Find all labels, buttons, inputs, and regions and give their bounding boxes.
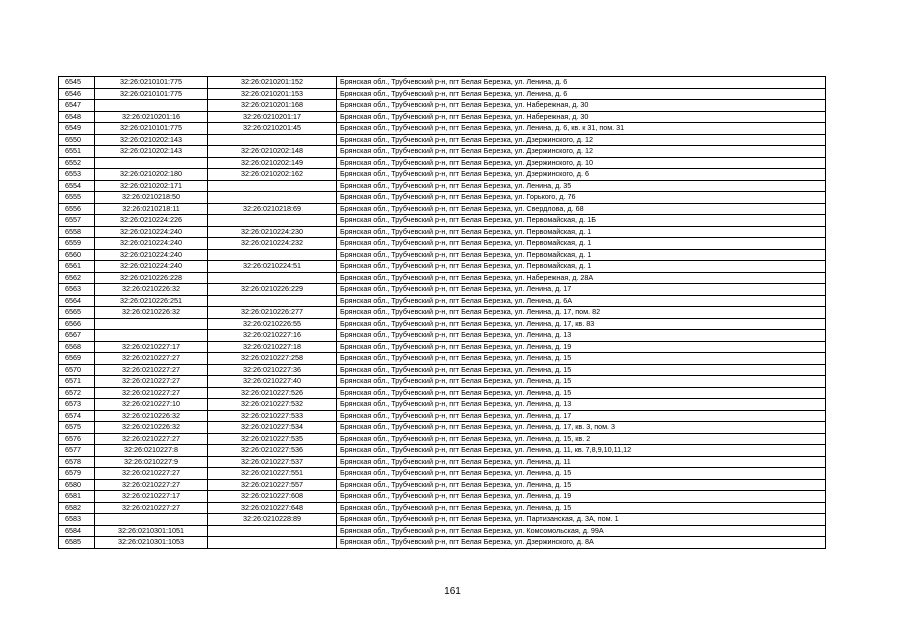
object-number-cell: 32:26:0210227:534: [208, 422, 337, 434]
cadastral-number-cell: 32:26:0210101:775: [95, 123, 208, 135]
address-cell: Брянская обл., Трубчевский р-н, пгт Белая Березка, ул. Ленина, д. 15: [337, 376, 826, 388]
cadastral-number-cell: [95, 100, 208, 112]
object-number-cell: [208, 249, 337, 261]
address-cell: Брянская обл., Трубчевский р-н, пгт Белая Березка, ул. Первомайская, д. 1: [337, 261, 826, 273]
object-number-cell: 32:26:0210227:258: [208, 353, 337, 365]
table-row: [59, 192, 826, 204]
cadastral-number-cell: 32:26:0210227:27: [95, 353, 208, 365]
table-row: [59, 307, 826, 319]
object-number-cell: 32:26:0210228:89: [208, 514, 337, 526]
row-number-cell: 6555: [59, 192, 95, 204]
address-cell: Брянская обл., Трубчевский р-н, пгт Белая Березка, ул. Ленина, д. 15: [337, 353, 826, 365]
row-number-cell: 6585: [59, 537, 95, 549]
address-cell: Брянская обл., Трубчевский р-н, пгт Белая Березка, ул. Ленина, д. 19: [337, 341, 826, 353]
address-cell: Брянская обл., Трубчевский р-н, пгт Белая Березка, ул. Первомайская, д. 1: [337, 238, 826, 250]
object-number-cell: 32:26:0210227:40: [208, 376, 337, 388]
object-number-cell: [208, 192, 337, 204]
table-row: [59, 410, 826, 422]
table-row: [59, 387, 826, 399]
object-number-cell: 32:26:0210202:149: [208, 157, 337, 169]
object-number-cell: 32:26:0210218:69: [208, 203, 337, 215]
object-number-cell: [208, 537, 337, 549]
row-number-cell: 6575: [59, 422, 95, 434]
table-row: [59, 376, 826, 388]
object-number-cell: 32:26:0210227:648: [208, 502, 337, 514]
cadastral-number-cell: 32:26:0210227:27: [95, 364, 208, 376]
address-cell: Брянская обл., Трубчевский р-н, пгт Белая Березка, ул. Дзержинского, д. 8А: [337, 537, 826, 549]
table-row: [59, 537, 826, 549]
address-cell: Брянская обл., Трубчевский р-н, пгт Белая Березка, ул. Ленина, д. 11, кв. 7,8,9,10,11,12: [337, 445, 826, 457]
object-number-cell: 32:26:0210227:533: [208, 410, 337, 422]
row-number-cell: 6558: [59, 226, 95, 238]
address-cell: Брянская обл., Трубчевский р-н, пгт Белая Березка, ул. Ленина, д. 17: [337, 410, 826, 422]
row-number-cell: 6547: [59, 100, 95, 112]
cadastral-number-cell: 32:26:0210224:240: [95, 261, 208, 273]
address-cell: Брянская обл., Трубчевский р-н, пгт Белая Березка, ул. Ленина, д. 13: [337, 330, 826, 342]
address-cell: Брянская обл., Трубчевский р-н, пгт Белая Березка, ул. Ленина, д. 15: [337, 502, 826, 514]
object-number-cell: 32:26:0210227:16: [208, 330, 337, 342]
address-cell: Брянская обл., Трубчевский р-н, пгт Белая Березка, ул. Дзержинского, д. 6: [337, 169, 826, 181]
address-cell: Брянская обл., Трубчевский р-н, пгт Белая Березка, ул. Набережная, д. 28А: [337, 272, 826, 284]
address-cell: Брянская обл., Трубчевский р-н, пгт Белая Березка, ул. Ленина, д. 6: [337, 77, 826, 89]
row-number-cell: 6574: [59, 410, 95, 422]
table-row: [59, 134, 826, 146]
row-number-cell: 6561: [59, 261, 95, 273]
row-number-cell: 6570: [59, 364, 95, 376]
table-row: [59, 422, 826, 434]
object-number-cell: 32:26:0210226:277: [208, 307, 337, 319]
address-cell: Брянская обл., Трубчевский р-н, пгт Белая Березка, ул. Набережная, д. 30: [337, 111, 826, 123]
address-cell: Брянская обл., Трубчевский р-н, пгт Белая Березка, ул. Ленина, д. 6А: [337, 295, 826, 307]
address-cell: Брянская обл., Трубчевский р-н, пгт Белая Березка, ул. Ленина, д. 15: [337, 468, 826, 480]
object-number-cell: 32:26:0210202:162: [208, 169, 337, 181]
object-number-cell: 32:26:0210224:232: [208, 238, 337, 250]
table-row: [59, 318, 826, 330]
cadastral-number-cell: 32:26:0210218:11: [95, 203, 208, 215]
table-row: [59, 295, 826, 307]
address-cell: Брянская обл., Трубчевский р-н, пгт Белая Березка, ул. Ленина, д. 17, пом. 82: [337, 307, 826, 319]
object-number-cell: 32:26:0210227:557: [208, 479, 337, 491]
row-number-cell: 6550: [59, 134, 95, 146]
object-number-cell: 32:26:0210202:148: [208, 146, 337, 158]
object-number-cell: 32:26:0210227:18: [208, 341, 337, 353]
row-number-cell: 6565: [59, 307, 95, 319]
row-number-cell: 6556: [59, 203, 95, 215]
address-cell: Брянская обл., Трубчевский р-н, пгт Белая Березка, ул. Ленина, д. 17, кв. 83: [337, 318, 826, 330]
cadastral-number-cell: 32:26:0210227:27: [95, 376, 208, 388]
address-cell: Брянская обл., Трубчевский р-н, пгт Белая Березка, ул. Свердлова, д. 68: [337, 203, 826, 215]
row-number-cell: 6579: [59, 468, 95, 480]
cadastral-number-cell: 32:26:0210226:251: [95, 295, 208, 307]
object-number-cell: 32:26:0210224:51: [208, 261, 337, 273]
object-number-cell: [208, 525, 337, 537]
row-number-cell: 6584: [59, 525, 95, 537]
row-number-cell: 6557: [59, 215, 95, 227]
table-row: [59, 261, 826, 273]
table-row: [59, 249, 826, 261]
cadastral-number-cell: 32:26:0210224:240: [95, 226, 208, 238]
table-row: [59, 238, 826, 250]
table-row: [59, 169, 826, 181]
address-cell: Брянская обл., Трубчевский р-н, пгт Белая Березка, ул. Первомайская, д. 1Б: [337, 215, 826, 227]
object-number-cell: 32:26:0210201:45: [208, 123, 337, 135]
row-number-cell: 6571: [59, 376, 95, 388]
cadastral-number-cell: 32:26:0210226:32: [95, 422, 208, 434]
row-number-cell: 6567: [59, 330, 95, 342]
cadastral-number-cell: 32:26:0210227:27: [95, 387, 208, 399]
row-number-cell: 6548: [59, 111, 95, 123]
table-row: [59, 180, 826, 192]
address-cell: Брянская обл., Трубчевский р-н, пгт Белая Березка, ул. Ленина, д. 17, кв. 3, пом. 3: [337, 422, 826, 434]
row-number-cell: 6564: [59, 295, 95, 307]
cadastral-number-cell: 32:26:0210301:1053: [95, 537, 208, 549]
address-cell: Брянская обл., Трубчевский р-н, пгт Белая Березка, ул. Ленина, д. 17: [337, 284, 826, 296]
address-cell: Брянская обл., Трубчевский р-н, пгт Белая Березка, ул. Ленина, д. 19: [337, 491, 826, 503]
cadastral-number-cell: 32:26:0210226:228: [95, 272, 208, 284]
row-number-cell: 6569: [59, 353, 95, 365]
object-number-cell: 32:26:0210201:17: [208, 111, 337, 123]
object-number-cell: [208, 180, 337, 192]
cadastral-number-cell: 32:26:0210227:27: [95, 502, 208, 514]
cadastral-number-cell: 32:26:0210227:27: [95, 479, 208, 491]
cadastral-number-cell: 32:26:0210227:27: [95, 433, 208, 445]
object-number-cell: [208, 295, 337, 307]
object-number-cell: 32:26:0210227:551: [208, 468, 337, 480]
object-number-cell: 32:26:0210226:55: [208, 318, 337, 330]
address-cell: Брянская обл., Трубчевский р-н, пгт Белая Березка, ул. Ленина, д. 15, кв. 2: [337, 433, 826, 445]
row-number-cell: 6566: [59, 318, 95, 330]
cadastral-number-cell: [95, 157, 208, 169]
row-number-cell: 6563: [59, 284, 95, 296]
row-number-cell: 6546: [59, 88, 95, 100]
object-number-cell: 32:26:0210227:536: [208, 445, 337, 457]
address-cell: Брянская обл., Трубчевский р-н, пгт Белая Березка, ул. Дзержинского, д. 12: [337, 134, 826, 146]
table-row: [59, 353, 826, 365]
table-row: [59, 445, 826, 457]
object-number-cell: 32:26:0210201:168: [208, 100, 337, 112]
table-row: [59, 111, 826, 123]
table-row: [59, 284, 826, 296]
table-row: [59, 203, 826, 215]
object-number-cell: 32:26:0210227:608: [208, 491, 337, 503]
table-row: [59, 399, 826, 411]
cadastral-number-cell: [95, 330, 208, 342]
object-number-cell: 32:26:0210201:152: [208, 77, 337, 89]
cadastral-number-cell: 32:26:0210226:32: [95, 307, 208, 319]
address-cell: Брянская обл., Трубчевский р-н, пгт Белая Березка, ул. Ленина, д. 13: [337, 399, 826, 411]
cadastral-number-cell: 32:26:0210227:17: [95, 341, 208, 353]
row-number-cell: 6560: [59, 249, 95, 261]
row-number-cell: 6568: [59, 341, 95, 353]
table-row: [59, 215, 826, 227]
cadastral-number-cell: 32:26:0210227:27: [95, 468, 208, 480]
table-row: [59, 433, 826, 445]
cadastral-number-cell: 32:26:0210201:16: [95, 111, 208, 123]
address-cell: Брянская обл., Трубчевский р-н, пгт Белая Березка, ул. Первомайская, д. 1: [337, 226, 826, 238]
cadastral-number-cell: 32:26:0210202:143: [95, 146, 208, 158]
page-number: 161: [444, 586, 461, 597]
table-row: [59, 341, 826, 353]
table-row: [59, 514, 826, 526]
cadastral-number-cell: 32:26:0210227:10: [95, 399, 208, 411]
cadastral-number-cell: [95, 514, 208, 526]
address-cell: Брянская обл., Трубчевский р-н, пгт Белая Березка, ул. Набережная, д. 30: [337, 100, 826, 112]
object-number-cell: 32:26:0210224:230: [208, 226, 337, 238]
table-row: [59, 272, 826, 284]
cadastral-number-cell: 32:26:0210227:8: [95, 445, 208, 457]
table-row: [59, 502, 826, 514]
row-number-cell: 6552: [59, 157, 95, 169]
cadastral-number-cell: 32:26:0210224:240: [95, 238, 208, 250]
table-row: [59, 456, 826, 468]
object-number-cell: 32:26:0210201:153: [208, 88, 337, 100]
table-row: [59, 491, 826, 503]
table-row: [59, 100, 826, 112]
row-number-cell: 6554: [59, 180, 95, 192]
table-row: [59, 88, 826, 100]
row-number-cell: 6578: [59, 456, 95, 468]
cadastral-number-cell: 32:26:0210224:226: [95, 215, 208, 227]
address-cell: Брянская обл., Трубчевский р-н, пгт Белая Березка, ул. Первомайская, д. 1: [337, 249, 826, 261]
cadastral-number-cell: 32:26:0210202:180: [95, 169, 208, 181]
object-number-cell: 32:26:0210227:526: [208, 387, 337, 399]
row-number-cell: 6580: [59, 479, 95, 491]
cadastral-number-cell: [95, 318, 208, 330]
object-number-cell: [208, 134, 337, 146]
row-number-cell: 6553: [59, 169, 95, 181]
object-number-cell: 32:26:0210226:229: [208, 284, 337, 296]
address-cell: Брянская обл., Трубчевский р-н, пгт Белая Березка, ул. Комсомольская, д. 99А: [337, 525, 826, 537]
table-row: [59, 123, 826, 135]
table-row: [59, 364, 826, 376]
cadastral-number-cell: 32:26:0210101:775: [95, 88, 208, 100]
table-row: [59, 146, 826, 158]
row-number-cell: 6549: [59, 123, 95, 135]
cadastral-number-cell: 32:26:0210301:1051: [95, 525, 208, 537]
table-row: [59, 157, 826, 169]
cadastral-number-cell: 32:26:0210227:9: [95, 456, 208, 468]
cadastral-number-cell: 32:26:0210226:32: [95, 410, 208, 422]
row-number-cell: 6572: [59, 387, 95, 399]
registry-table-body: [59, 77, 826, 549]
address-cell: Брянская обл., Трубчевский р-н, пгт Белая Березка, ул. Горького, д. 76: [337, 192, 826, 204]
address-cell: Брянская обл., Трубчевский р-н, пгт Белая Березка, ул. Ленина, д. 15: [337, 364, 826, 376]
address-cell: Брянская обл., Трубчевский р-н, пгт Белая Березка, ул. Ленина, д. 15: [337, 387, 826, 399]
table-row: [59, 468, 826, 480]
row-number-cell: 6583: [59, 514, 95, 526]
row-number-cell: 6559: [59, 238, 95, 250]
cadastral-number-cell: 32:26:0210227:17: [95, 491, 208, 503]
object-number-cell: 32:26:0210227:537: [208, 456, 337, 468]
address-cell: Брянская обл., Трубчевский р-н, пгт Белая Березка, ул. Ленина, д. 6, кв. к 31, пом. 31: [337, 123, 826, 135]
cadastral-number-cell: 32:26:0210226:32: [95, 284, 208, 296]
cadastral-number-cell: 32:26:0210202:171: [95, 180, 208, 192]
table-row: [59, 226, 826, 238]
cadastral-number-cell: 32:26:0210101:775: [95, 77, 208, 89]
object-number-cell: [208, 215, 337, 227]
table-row: [59, 479, 826, 491]
row-number-cell: 6577: [59, 445, 95, 457]
table-row: [59, 525, 826, 537]
address-cell: Брянская обл., Трубчевский р-н, пгт Белая Березка, ул. Партизанская, д. 3А, пом. 1: [337, 514, 826, 526]
address-cell: Брянская обл., Трубчевский р-н, пгт Белая Березка, ул. Ленина, д. 6: [337, 88, 826, 100]
row-number-cell: 6562: [59, 272, 95, 284]
object-number-cell: 32:26:0210227:532: [208, 399, 337, 411]
registry-table: [58, 76, 826, 549]
object-number-cell: 32:26:0210227:36: [208, 364, 337, 376]
table-row: [59, 77, 826, 89]
address-cell: Брянская обл., Трубчевский р-н, пгт Белая Березка, ул. Ленина, д. 11: [337, 456, 826, 468]
row-number-cell: 6545: [59, 77, 95, 89]
table-row: [59, 330, 826, 342]
address-cell: Брянская обл., Трубчевский р-н, пгт Белая Березка, ул. Ленина, д. 35: [337, 180, 826, 192]
object-number-cell: [208, 272, 337, 284]
address-cell: Брянская обл., Трубчевский р-н, пгт Белая Березка, ул. Ленина, д. 15: [337, 479, 826, 491]
object-number-cell: 32:26:0210227:535: [208, 433, 337, 445]
address-cell: Брянская обл., Трубчевский р-н, пгт Белая Березка, ул. Дзержинского, д. 12: [337, 146, 826, 158]
address-cell: Брянская обл., Трубчевский р-н, пгт Белая Березка, ул. Дзержинского, д. 10: [337, 157, 826, 169]
row-number-cell: 6581: [59, 491, 95, 503]
row-number-cell: 6573: [59, 399, 95, 411]
row-number-cell: 6551: [59, 146, 95, 158]
row-number-cell: 6582: [59, 502, 95, 514]
cadastral-number-cell: 32:26:0210202:143: [95, 134, 208, 146]
cadastral-number-cell: 32:26:0210218:50: [95, 192, 208, 204]
row-number-cell: 6576: [59, 433, 95, 445]
cadastral-number-cell: 32:26:0210224:240: [95, 249, 208, 261]
